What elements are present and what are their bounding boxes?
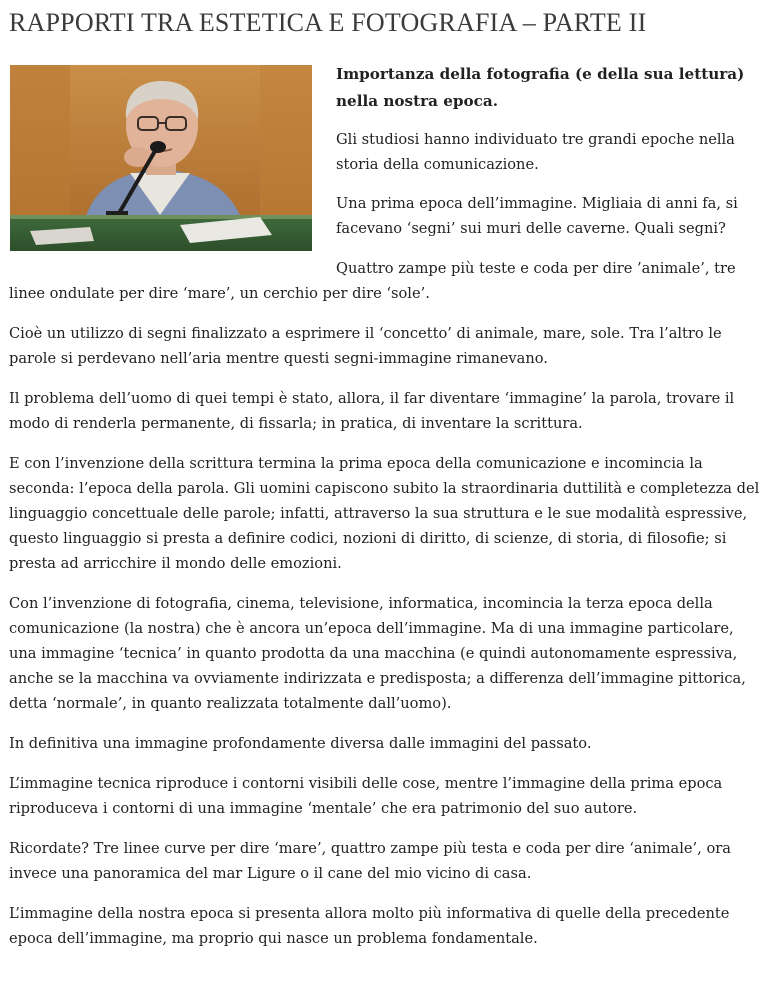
paragraph: Quattro zampe più teste e coda per dire ’animale’, tre linee ondulate per dire ‘mare’, un cerchio per dire ‘sole’. — [9, 260, 736, 302]
paragraph: L’immagine tecnica riproduce i contorni visibili delle cose, mentre l’immagine della prima epoca riproduceva i contorni di una immagine ‘mentale’ che era patrimonio del suo autore. — [9, 775, 723, 817]
paragraph: Il problema dell’uomo di quei tempi è stato, allora, il far diventare ‘immagine’ la parola, trovare il modo di renderla permanente, di fissarla; in pratica, di inventare la scrittura. — [9, 390, 735, 432]
speaker-photo — [10, 65, 312, 251]
paragraph: In definitiva una immagine profondamente diversa dalle immagini del passato. — [9, 735, 592, 752]
paragraph: Con l’invenzione di fotografia, cinema, televisione, informatica, incomincia la terza epoca della comunicazione (la nostra) che è ancora un’epoca dell’immagine. Ma di una immagine particolare, una immagine ‘tecnica’ in quanto prodotta da una macchina (e quindi autonomamente espressiva, anche se la macchina va ovviamente indirizzata e predisposta; a differenza dell’immagine pittorica, detta ‘normale’, in quanto realizzata totalmente dall’uomo). — [9, 595, 746, 712]
paragraph: Ricordate? Tre linee curve per dire ‘mare’, quattro zampe più testa e coda per dire ‘animale’, ora invece una panoramica del mar Ligure o il cane del mio vicino di casa. — [9, 840, 731, 882]
paragraph: Una prima epoca dell’immagine. Migliaia di anni fa, si facevano ‘segni’ sui muri delle caverne. Quali segni? — [336, 195, 738, 237]
article-title: RAPPORTI TRA ESTETICA E FOTOGRAFIA – PARTE II — [9, 8, 647, 37]
section-subheading: Importanza della fotografia (e della sua lettura) nella nostra epoca. — [336, 65, 745, 110]
paragraph: E con l’invenzione della scrittura termina la prima epoca della comunicazione e incomincia la seconda: l’epoca della parola. Gli uomini capiscono subito la straordinaria duttilità e completezza del linguaggio concettuale delle parole; infatti, attraverso la sua struttura e le sue modalità espressive, questo linguaggio si presta a definire codici, nozioni di diritto, di scienze, di storia, di filosofie; si presta ad arricchire il mondo delle emozioni. — [9, 455, 760, 572]
paragraph: L’immagine della nostra epoca si presenta allora molto più informativa di quelle della precedente epoca dell’immagine, ma proprio qui nasce un problema fondamentale. — [9, 905, 730, 947]
speaker-photo-illustration — [10, 65, 312, 251]
paragraph: Gli studiosi hanno individuato tre grandi epoche nella storia della comunicazione. — [336, 131, 735, 173]
paragraph: Cioè un utilizzo di segni finalizzato a esprimere il ‘concetto’ di animale, mare, sole. Tra l’altro le parole si perdevano nell’aria mentre questi segni-immagine rimanevano. — [9, 325, 722, 367]
